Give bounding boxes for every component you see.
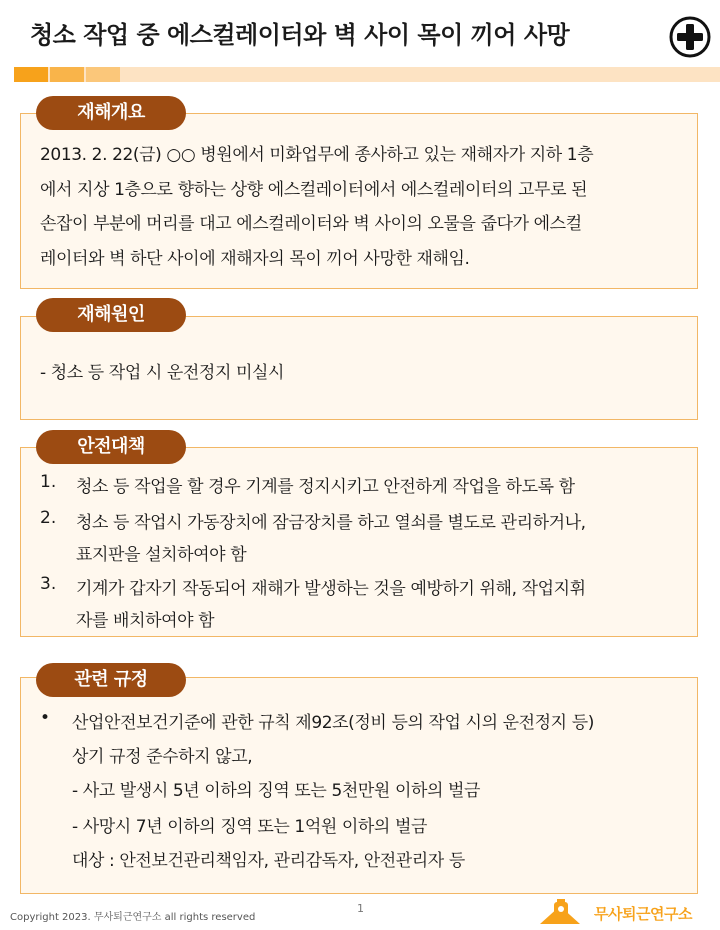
- stripe-segment: [14, 67, 48, 82]
- regulation-line: 상기 규정 준수하지 않고,: [72, 747, 253, 767]
- overview-line: 레이터와 벽 하단 사이에 재해자의 목이 끼어 사망한 재해임.: [40, 248, 470, 269]
- cause-heading: 재해원인: [36, 298, 186, 332]
- measure-number: 2.: [40, 508, 57, 528]
- page-number: 1: [357, 902, 364, 915]
- overview-heading: 재해개요: [36, 96, 186, 130]
- stripe-segment: [86, 67, 120, 82]
- header-stripe: [14, 67, 720, 82]
- page-title: 청소 작업 중 에스컬레이터와 벽 사이 목이 끼어 사망: [30, 21, 570, 49]
- regulation-line: - 사고 발생시 5년 이하의 징역 또는 5천만원 이하의 벌금: [72, 781, 481, 801]
- measure-line: 자를 배치하여야 함: [76, 611, 215, 631]
- overview-line: 2013. 2. 22(금) ○○ 병원에서 미화업무에 종사하고 있는 재해자가 지하 1층: [40, 145, 594, 165]
- measure-number: 1.: [40, 472, 57, 492]
- measure-line: 청소 등 작업을 할 경우 기계를 정지시키고 안전하게 작업을 하도록 함: [76, 477, 575, 497]
- cause-text: - 청소 등 작업 시 운전정지 미실시: [40, 363, 285, 383]
- regulation-heading: 관련 규정: [36, 663, 186, 697]
- stripe-segment: [50, 67, 84, 82]
- measure-line: 청소 등 작업시 가동장치에 잠금장치를 하고 열쇠를 별도로 관리하거나,: [76, 513, 586, 533]
- measure-number: 3.: [40, 574, 57, 594]
- measure-line: 표지판을 설치하여야 함: [76, 545, 247, 565]
- copyright-text: Copyright 2023. 무사퇴근연구소 all rights reserved: [10, 912, 256, 923]
- overview-line: 에서 지상 1층으로 향하는 상향 에스컬레이터에서 에스컬레이터의 고무로 된: [40, 179, 588, 200]
- regulation-line: 대상 : 안전보건관리책임자, 관리감독자, 안전관리자 등: [72, 851, 465, 871]
- regulation-line: - 사망시 7년 이하의 징역 또는 1억원 이하의 벌금: [72, 817, 427, 837]
- logo-text: 무사퇴근연구소: [594, 905, 692, 923]
- regulation-line: 산업안전보건기준에 관한 규칙 제92조(정비 등의 작업 시의 운전정지 등): [72, 713, 594, 733]
- measure-line: 기계가 갑자기 작동되어 재해가 발생하는 것을 예방하기 위해, 작업지휘: [76, 579, 586, 599]
- plus-icon[interactable]: [668, 15, 712, 59]
- overview-text: [40, 138, 690, 276]
- measures-heading: 안전대책: [36, 430, 186, 464]
- overview-line: 손잡이 부분에 머리를 대고 에스컬레이터와 벽 사이의 오물을 줍다가 에스컬: [40, 214, 582, 234]
- bullet-icon: •: [40, 708, 51, 728]
